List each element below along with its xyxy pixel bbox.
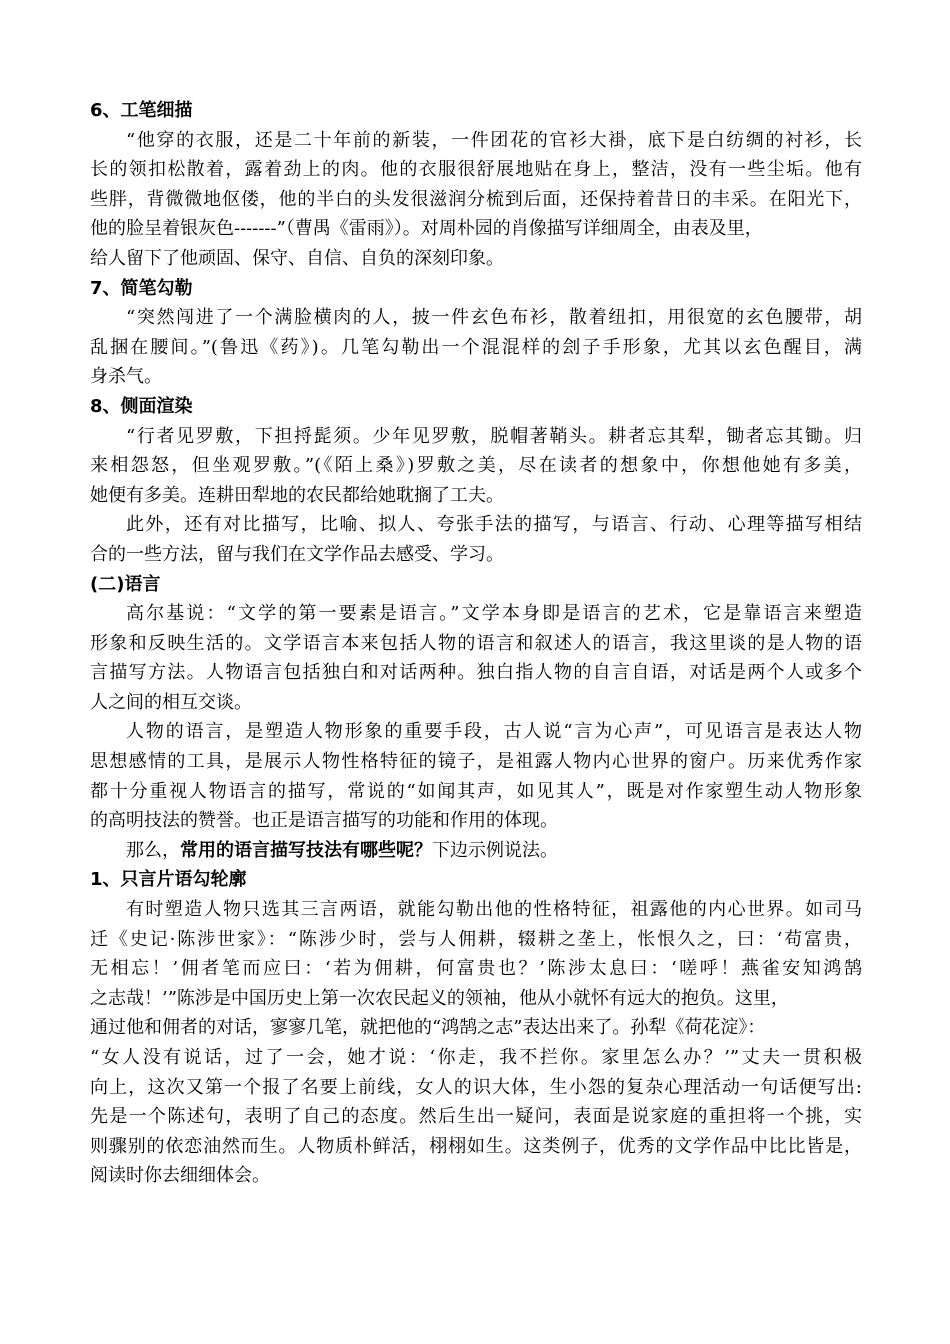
paragraph-line: 乱捆在腰间。”(鲁迅《药》)。几笔勾勒出一个混混样的刽子手形象，尤其以玄色醒目，满 (90, 336, 862, 358)
paragraph-line: 给人留下了他顽固、保守、自信、自负的深刻印象。 (90, 247, 504, 269)
paragraph-line: 则骤别的依恋油然而生。人物质朴鲜活，栩栩如生。这类例子，优秀的文学作品中比比皆是， (90, 1135, 862, 1157)
paragraph-line: 他的脸呈着银灰色-------”（曹禺《雷雨》）。对周朴园的肖像描写详细周全，由表及里， (90, 218, 763, 240)
section-1 (90, 865, 862, 1191)
section-heading: 8、侧面渲染 (90, 395, 193, 417)
paragraph-line (90, 836, 862, 866)
paragraph-line: “突然闯进了一个满脸横肉的人，披一件玄色布衫，散着纽扣，用很宽的玄色腰带，胡 (126, 307, 862, 329)
section-heading: 1、只言片语勾轮廓 (90, 869, 247, 891)
paragraph-text: 那么， (126, 839, 180, 861)
paragraph-line: 之志哉！’”陈涉是中国历史上第一次农民起义的领袖，他从小就怀有远大的抱负。这里， (90, 987, 789, 1009)
paragraph-line: 来相怨怒，但坐观罗敷。”(《陌上桑》)罗敷之美，尽在读者的想象中，你想他她有多美， (90, 455, 862, 477)
paragraph-line: 无相忘！’佣者笔而应曰：‘若为佣耕，何富贵也？’陈涉太息曰：‘嗟呼！燕雀安知鸿鹄 (90, 958, 862, 980)
emphasized-question: 常用的语言描写技法有哪些呢？ (180, 839, 432, 861)
paragraph-line: 阅读时你去细细体会。 (90, 1165, 270, 1187)
paragraph-line: 合的一些方法，留与我们在文学作品去感受、学习。 (90, 543, 504, 565)
paragraph-line: 此外，还有对比描写，比喻、拟人、夸张手法的描写，与语言、行动、心理等描写相结 (126, 514, 862, 536)
paragraph-text: 下边示例说法。 (432, 839, 558, 861)
paragraph-line: 她便有多美。连耕田犁地的农民都给她耽搁了工夫。 (90, 484, 504, 506)
paragraph-line: 迁《史记·陈涉世家》：“陈涉少时，尝与人佣耕，辍耕之垄上，怅恨久之，曰：‘苟富贵， (90, 928, 862, 950)
paragraph-line: 形象和反映生活的。文学语言本来包括人物的语言和叙述人的语言，我这里谈的是人物的语 (90, 632, 862, 654)
paragraph-line: 有时塑造人物只选其三言两语，就能勾勒出他的性格特征，祖露他的内心世界。如司马 (126, 899, 862, 921)
paragraph-line: 高尔基说：“文学的第一要素是语言。”文学本身即是语言的艺术，它是靠语言来塑造 (126, 603, 862, 625)
paragraph-line: “女人没有说话，过了一会，她才说：‘你走，我不拦你。家里怎么办？’”丈夫一贯积极 (90, 1047, 862, 1068)
paragraph-line: 先是一个陈述句，表明了自己的态度。然后生出一疑问，表面是说家庭的重担将一个挑，实 (90, 1106, 862, 1128)
paragraph-line: 人物的语言，是塑造人物形象的重要手段，古人说“言为心声”，可见语言是表达人物 (126, 721, 862, 743)
section-6 (90, 96, 862, 274)
paragraph-line: 的高明技法的赞誉。也正是语言描写的功能和作用的体现。 (90, 810, 558, 832)
section-heading: (二)语言 (90, 573, 161, 595)
paragraph-line: 长的领扣松散着，露着劲上的肉。他的衣服很舒展地贴在身上，整洁，没有一些尘垢。他有 (90, 159, 862, 181)
paragraph-line: 人之间的相互交谈。 (90, 691, 252, 713)
paragraph-line: 言描写方法。人物语言包括独白和对话两种。独白指人物的自言自语，对话是两个人或多个 (90, 662, 862, 684)
section-language (90, 570, 862, 866)
section-8 (90, 392, 862, 570)
paragraph-line: “行者见罗敷，下担捋髭须。少年见罗敷，脱帽著鞘头。耕者忘其犁，锄者忘其锄。归 (126, 425, 862, 447)
section-heading: 7、简笔勾勒 (90, 277, 193, 299)
paragraph-line: 都十分重视人物语言的描写，常说的“如闻其声，如见其人”，既是对作家塑生动人物形象 (90, 780, 862, 802)
paragraph-line: 向上，这次又第一个报了名要上前线，女人的识大体，生小怨的复杂心理活动一句话便写出: (90, 1076, 862, 1098)
section-7 (90, 274, 862, 392)
paragraph-line: “他穿的衣服，还是二十年前的新装，一件团花的官衫大褂，底下是白纺绸的衬衫，长 (126, 129, 862, 151)
paragraph-line: 通过他和佣者的对话，寥寥几笔，就把他的“鸿鹄之志”表达出来了。孙犁《荷花淀》： (90, 1017, 766, 1039)
paragraph-line: 些胖，背微微地伛偻，他的半白的头发很滋润分梳到后面，还保持着昔日的丰采。在阳光下， (90, 188, 862, 210)
paragraph-line: 思想感情的工具，是展示人物性格特征的镜子，是祖露人物内心世界的窗户。历来优秀作家 (90, 751, 862, 773)
paragraph-line: 身杀气。 (90, 366, 162, 388)
document-page (90, 96, 862, 1191)
section-heading: 6、工笔细描 (90, 100, 193, 121)
